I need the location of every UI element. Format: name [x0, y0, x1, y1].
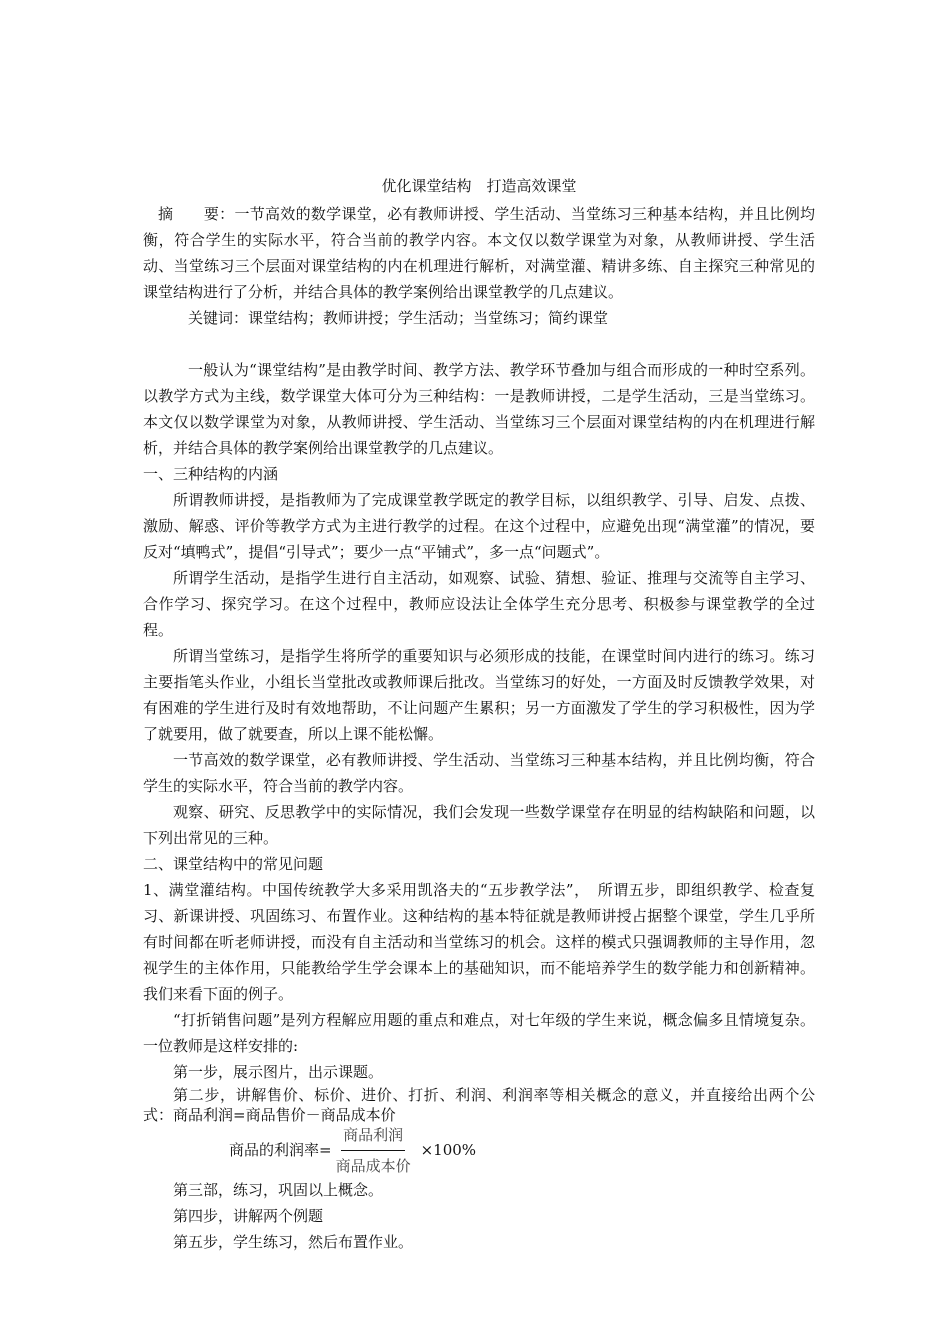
formula-fraction	[334, 1122, 413, 1179]
step-4: 第四步，讲解两个例题	[173, 1207, 324, 1225]
doc-body	[143, 201, 815, 1255]
step-3: 第三部，练习，巩固以上概念。	[173, 1181, 384, 1199]
paragraph-item1: 1、满堂灌结构。中国传统教学大多采用凯洛夫的“五步教学法”， 所谓五步，即组织教学、检查复习、新课讲授、巩固练习、布置作业。这种结构的基本特征就是教师讲授占据整个课堂，学生几乎所有时间都在听老师讲授，而没有自主活动和当堂练习的机会。这样的模式只强调教师的主导作用，忽视学生的主体作用，只能教给学生学会课本上的基础知识，而不能培养学生的数学能力和创新精神。我们来看下面的例子。	[143, 881, 815, 1003]
paragraph-example: “打折销售问题”是列方程解应用题的重点和难点，对七年级的学生来说，概念偏多且情境复杂。一位教师是这样安排的:	[143, 1011, 815, 1055]
step-2: 第二步，讲解售价、标价、进价、打折、利润、利润率等相关概念的意义，并直接给出两个公式：商品利润=商品售价－商品成本价	[143, 1086, 815, 1124]
doc-title: 优化课堂结构 打造高效课堂	[381, 177, 577, 195]
section-heading-1: 一、三种结构的内涵	[143, 465, 279, 483]
paragraph-practice: 所谓当堂练习，是指学生将所学的重要知识与必须形成的技能，在课堂时间内进行的练习。练习主要指笔头作业，小组长当堂批改或教师课后批改。当堂练习的好处，一方面及时反馈教学效果，对有困难的学生进行及时有效地帮助，不让问题产生累积；另一方面激发了学生的学习积极性，因为学了就要用，做了就要查，所以上课不能松懈。	[143, 647, 815, 743]
section-heading-2: 二、课堂结构中的常见问题	[143, 855, 324, 873]
profit-rate-formula	[229, 1127, 815, 1173]
step-5: 第五步，学生练习，然后布置作业。	[173, 1233, 414, 1251]
abstract	[143, 201, 815, 305]
paragraph-teacher: 所谓教师讲授，是指教师为了完成课堂教学既定的教学目标，以组织教学、引导、启发、点拨、激励、解惑、评价等教学方式为主进行教学的过程。在这个过程中，应避免出现“满堂灌”的情况，要反对“填鸭式”，提倡“引导式”；要少一点“平铺式”，多一点“问题式”。	[143, 491, 815, 561]
blank-line	[143, 331, 815, 357]
abstract-text: 一节高效的数学课堂，必有教师讲授、学生活动、当堂练习三种基本结构，并且比例均衡，符合学生的实际水平，符合当前的教学内容。本文仅以数学课堂为对象，从教师讲授、学生活动、当堂练习三个层面对课堂结构的内在机理进行解析，对满堂灌、精讲多练、自主探究三种常见的课堂结构进行了分析，并结合具体的教学案例给出课堂教学的几点建议。	[143, 205, 815, 301]
formula-numerator: 商品利润	[341, 1122, 405, 1151]
step-1: 第一步，展示图片，出示课题。	[173, 1063, 384, 1081]
formula-denominator: 商品成本价	[335, 1156, 411, 1175]
formula-multiplier: ×100%	[420, 1141, 477, 1159]
paragraph-intro: 一般认为“课堂结构”是由教学时间、教学方法、教学环节叠加与组合而形成的一种时空系列。以教学方式为主线，数学课堂大体可分为三种结构：一是教师讲授，二是学生活动，三是当堂练习。本文仅以数学课堂为对象，从教师讲授、学生活动、当堂练习三个层面对课堂结构的内在机理进行解析，并结合具体的教学案例给出课堂教学的几点建议。	[143, 361, 815, 457]
formula-lhs: 商品的利润率=	[229, 1141, 332, 1159]
keywords: 关键词：课堂结构；教师讲授；学生活动；当堂练习；简约课堂	[188, 309, 609, 327]
paragraph-efficient: 一节高效的数学课堂，必有教师讲授、学生活动、当堂练习三种基本结构，并且比例均衡，符合学生的实际水平，符合当前的教学内容。	[143, 751, 815, 795]
abstract-label: 摘 要：	[158, 205, 235, 223]
paragraph-student: 所谓学生活动，是指学生进行自主活动，如观察、试验、猜想、验证、推理与交流等自主学习、合作学习、探究学习。在这个过程中，教师应设法让全体学生充分思考、积极参与课堂教学的全过程。	[143, 569, 815, 639]
paragraph-observe: 观察、研究、反思教学中的实际情况，我们会发现一些数学课堂存在明显的结构缺陷和问题，以下列出常见的三种。	[143, 803, 815, 847]
